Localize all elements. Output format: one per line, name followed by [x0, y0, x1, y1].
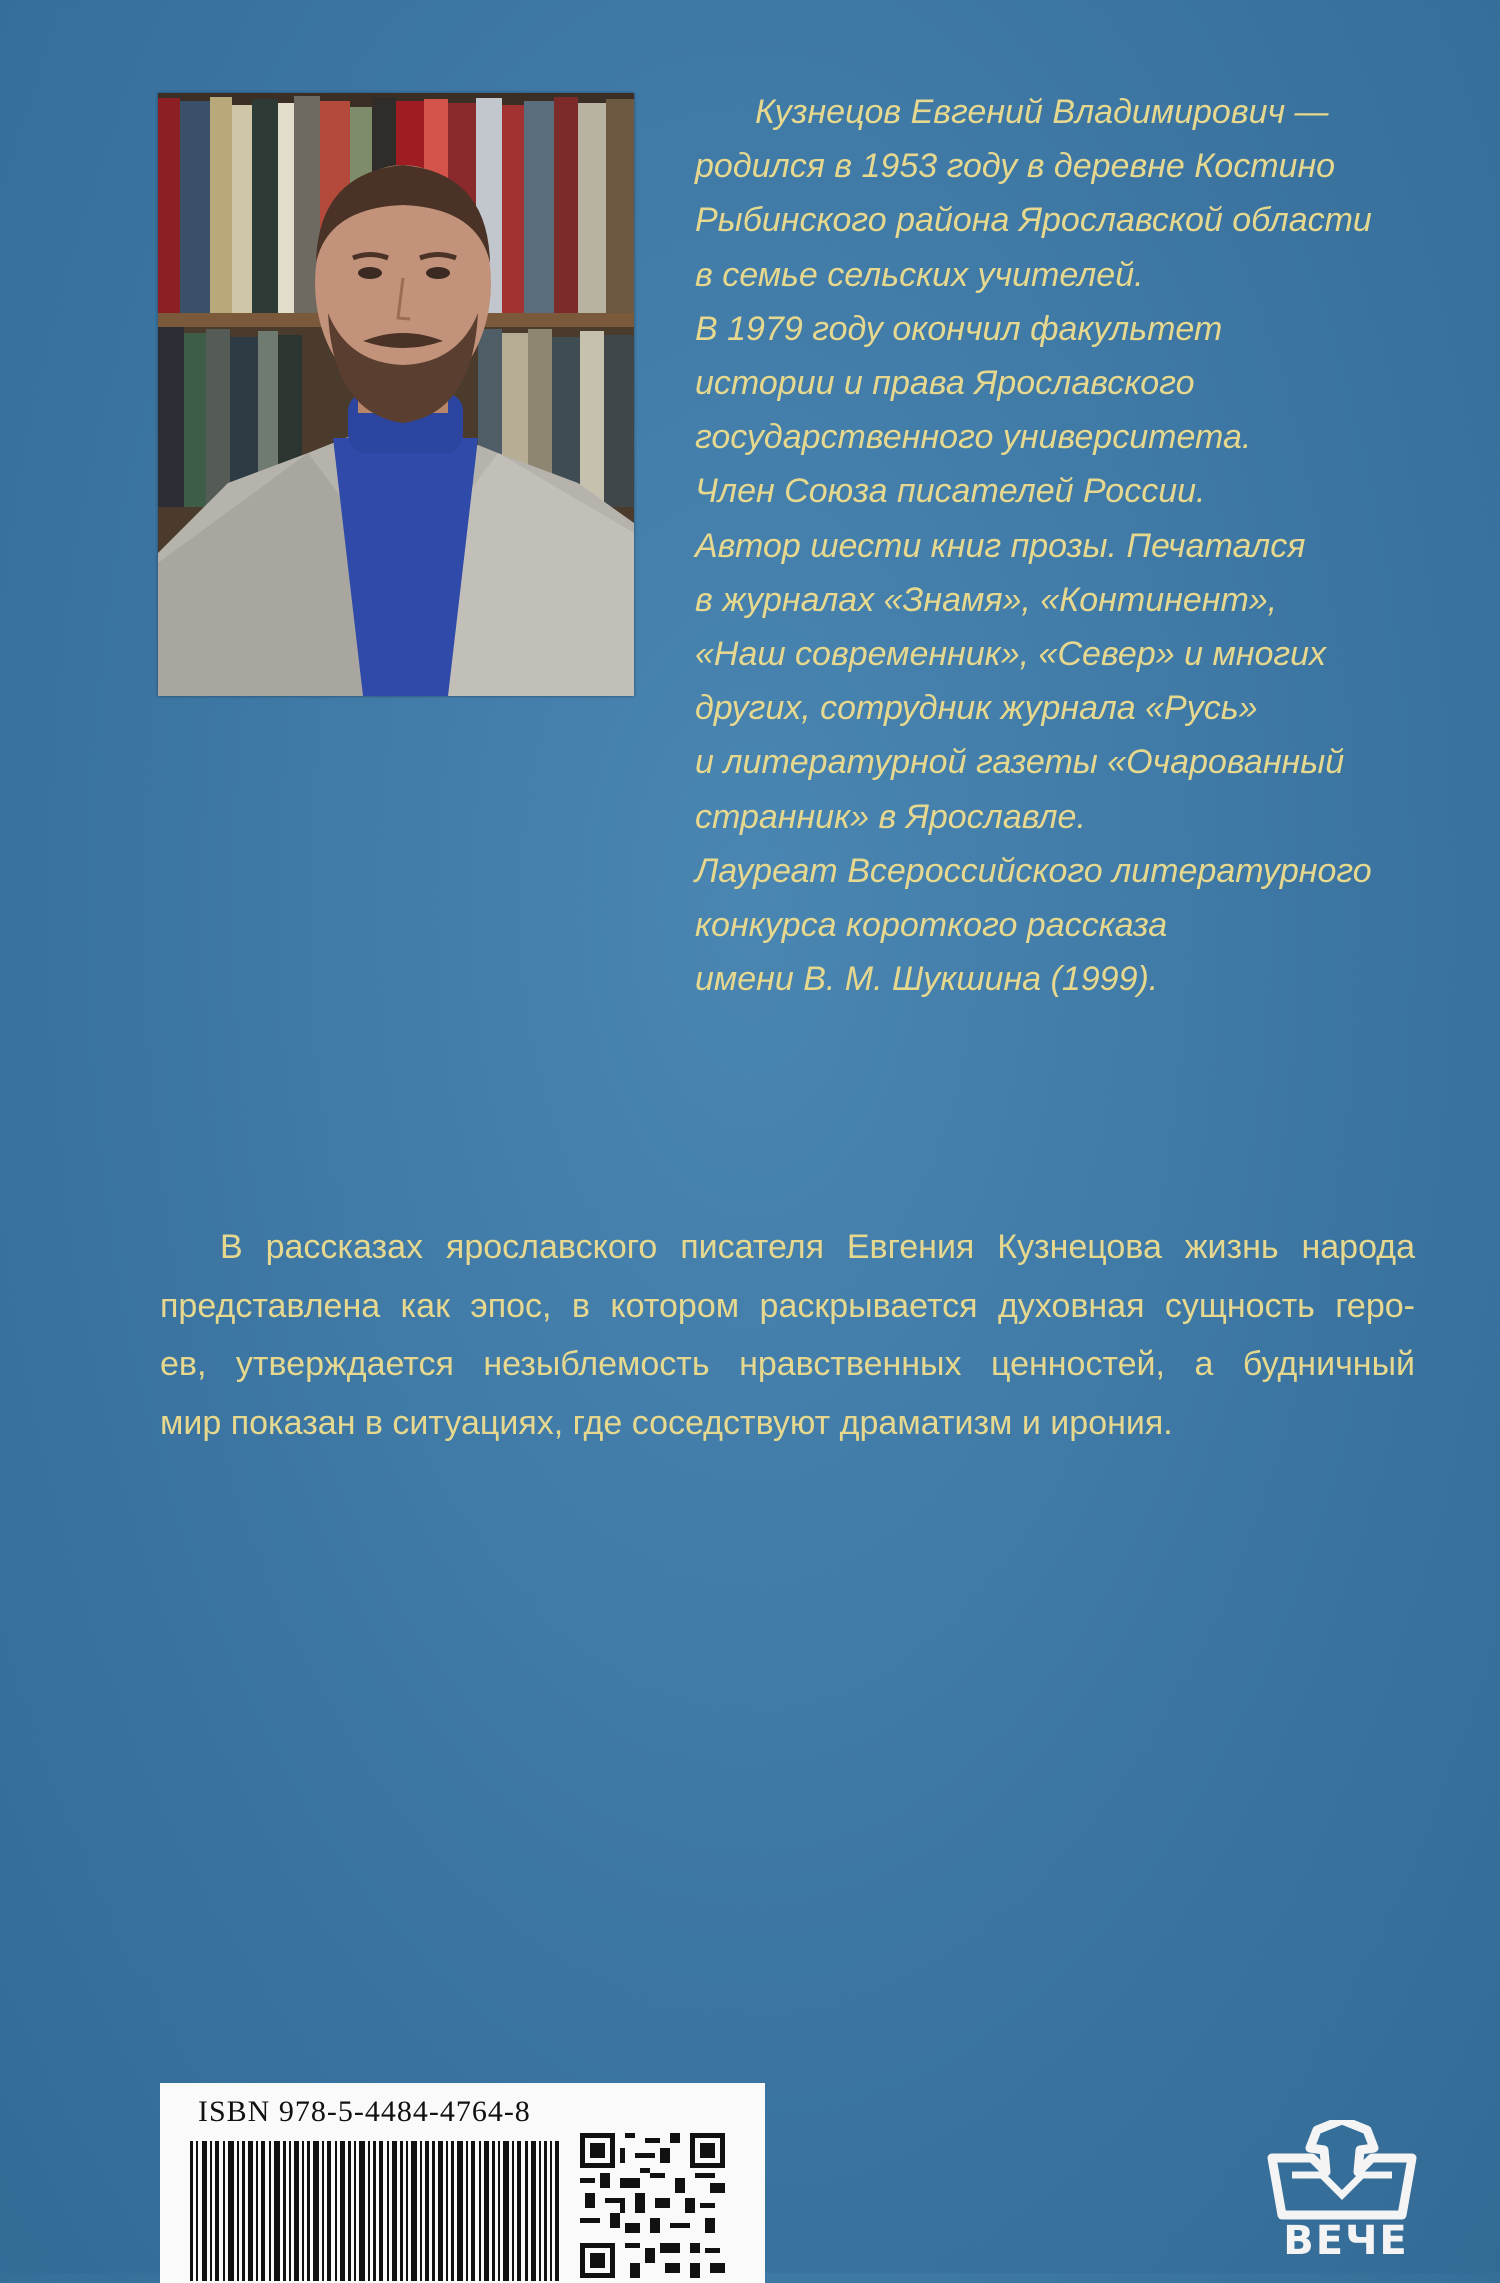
bio-line: Кузнецов Евгений Владимирович —	[755, 93, 1329, 131]
publisher-name: ВЕЧЕ	[1283, 2218, 1409, 2264]
annotation-line: В рассказах ярославского писателя Евгения Кузнецова жизнь народа	[220, 1228, 1415, 1266]
annotation-line: ев, утверждается незыблемость нравственных ценностей, а будничный	[160, 1345, 1415, 1383]
barcode-icon	[190, 2141, 560, 2281]
bio-line: имени В. М. Шукшина (1999).	[695, 960, 1159, 999]
bio-line: Рыбинского района Ярославской области	[695, 201, 1372, 240]
bio-line: и литературной газеты «Очарованный	[695, 743, 1345, 782]
author-photo	[158, 93, 634, 696]
bio-line: других, сотрудник журнала «Русь»	[695, 689, 1258, 728]
bio-line: в семье сельских учителей.	[695, 255, 1144, 294]
annotation-line: представлена как эпос, в котором раскрывается духовная сущность геро-	[160, 1286, 1415, 1325]
author-bio	[695, 85, 1415, 1006]
bio-line: Лауреат Всероссийского литературного	[695, 851, 1372, 890]
book-annotation	[160, 1218, 1415, 1452]
bio-line: Автор шести книг прозы. Печатался	[695, 526, 1306, 565]
bio-line: государственного университета.	[695, 418, 1252, 457]
isbn-label: ISBN 978-5-4484-4764-8	[198, 2095, 531, 2128]
bio-line: В 1979 году окончил факультет	[695, 309, 1223, 348]
bio-line: странник» в Ярославле.	[695, 797, 1086, 836]
qr-code-icon	[580, 2133, 725, 2278]
bio-line: родился в 1953 году в деревне Костино	[695, 147, 1336, 186]
barcode-panel	[160, 2083, 765, 2283]
bio-line: Член Союза писателей России.	[695, 472, 1206, 511]
bio-line: истории и права Ярославского	[695, 364, 1195, 403]
bio-line: конкурса короткого рассказа	[695, 906, 1168, 945]
annotation-line: мир показан в ситуациях, где соседствуют драматизм и ирония.	[160, 1403, 1173, 1442]
bio-line: в журналах «Знамя», «Континент»,	[695, 580, 1278, 619]
bio-line: «Наш современник», «Север» и многих	[695, 635, 1327, 674]
